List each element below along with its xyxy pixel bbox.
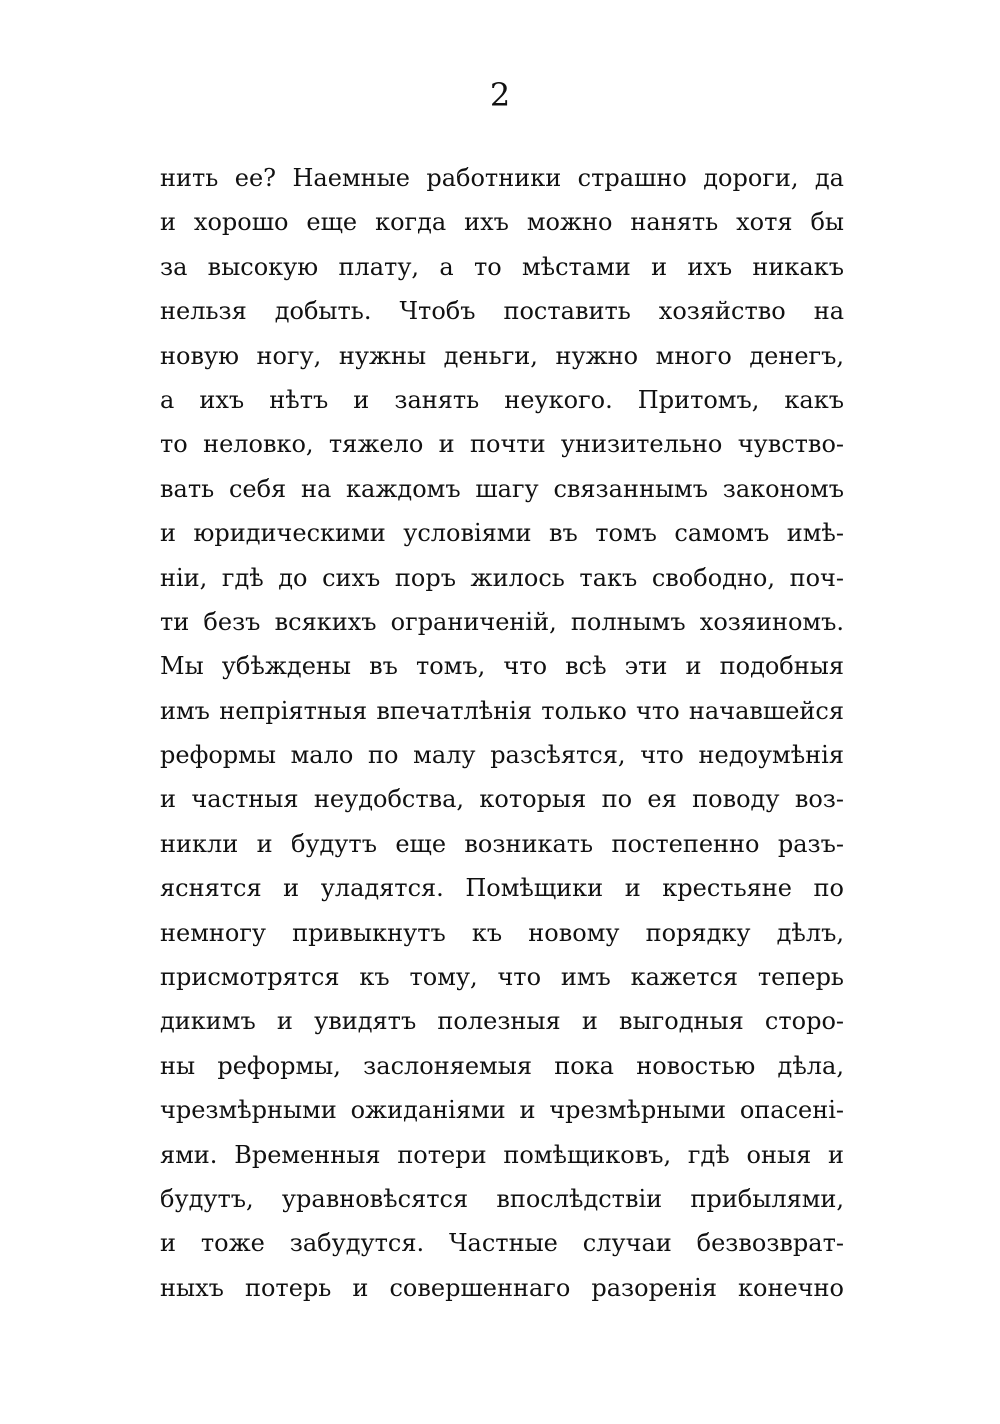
text-line: и частныя неудобства, которыя по ея поводу воз- <box>160 785 844 814</box>
text-line: за высокую плату, а то мѣстами и ихъ никакъ <box>160 252 844 281</box>
text-line: ями. Временныя потери помѣщиковъ, гдѣ оныя и <box>160 1140 844 1169</box>
text-line: немногу привыкнутъ къ новому порядку дѣлъ, <box>160 918 844 947</box>
body-text <box>160 156 844 1310</box>
text-line: вать себя на каждомъ шагу связаннымъ закономъ <box>160 474 844 503</box>
text-line: ніи, гдѣ до сихъ поръ жилось такъ свободно, поч- <box>160 563 844 592</box>
text-line: никли и будутъ еще возникать постепенно разъ- <box>160 829 844 858</box>
text-line: и тоже забудутся. Частные случаи безвозврат- <box>160 1229 844 1258</box>
text-line: то неловко, тяжело и почти унизительно чувство- <box>160 430 844 459</box>
text-line: имъ непріятныя впечатлѣнія только что начавшейся <box>160 696 844 725</box>
page-number: 2 <box>489 76 511 114</box>
text-line: Мы убѣждены въ томъ, что всѣ эти и подобныя <box>160 652 844 681</box>
text-line: яснятся и уладятся. Помѣщики и крестьяне по <box>160 874 844 903</box>
text-line: и юридическими условіями въ томъ самомъ имѣ- <box>160 519 844 548</box>
text-line: присмотрятся къ тому, что имъ кажется теперь <box>160 963 844 992</box>
text-line: будутъ, уравновѣсятся впослѣдствіи прибылями, <box>160 1184 844 1213</box>
text-line: реформы мало по малу разсѣятся, что недоумѣнія <box>160 741 844 770</box>
text-line: ныхъ потерь и совершеннаго разоренія конечно <box>160 1273 844 1302</box>
text-line: и хорошо еще когда ихъ можно нанять хотя бы <box>160 208 844 237</box>
text-line: новую ногу, нужны деньги, нужно много денегъ, <box>160 341 844 370</box>
text-line: ти безъ всякихъ ограниченій, полнымъ хозяиномъ. <box>160 607 844 636</box>
text-line: дикимъ и увидятъ полезныя и выгодныя сторо- <box>160 1007 844 1036</box>
text-line: чрезмѣрными ожиданіями и чрезмѣрными опасені- <box>160 1096 844 1125</box>
text-line: нить ее? Наемные работники страшно дороги, да <box>160 164 844 192</box>
text-line: а ихъ нѣтъ и занять неукого. Притомъ, какъ <box>160 385 844 414</box>
text-line: ны реформы, заслоняемыя пока новостью дѣла, <box>160 1051 844 1080</box>
text-line: нельзя добыть. Чтобъ поставить хозяйство на <box>160 297 844 326</box>
